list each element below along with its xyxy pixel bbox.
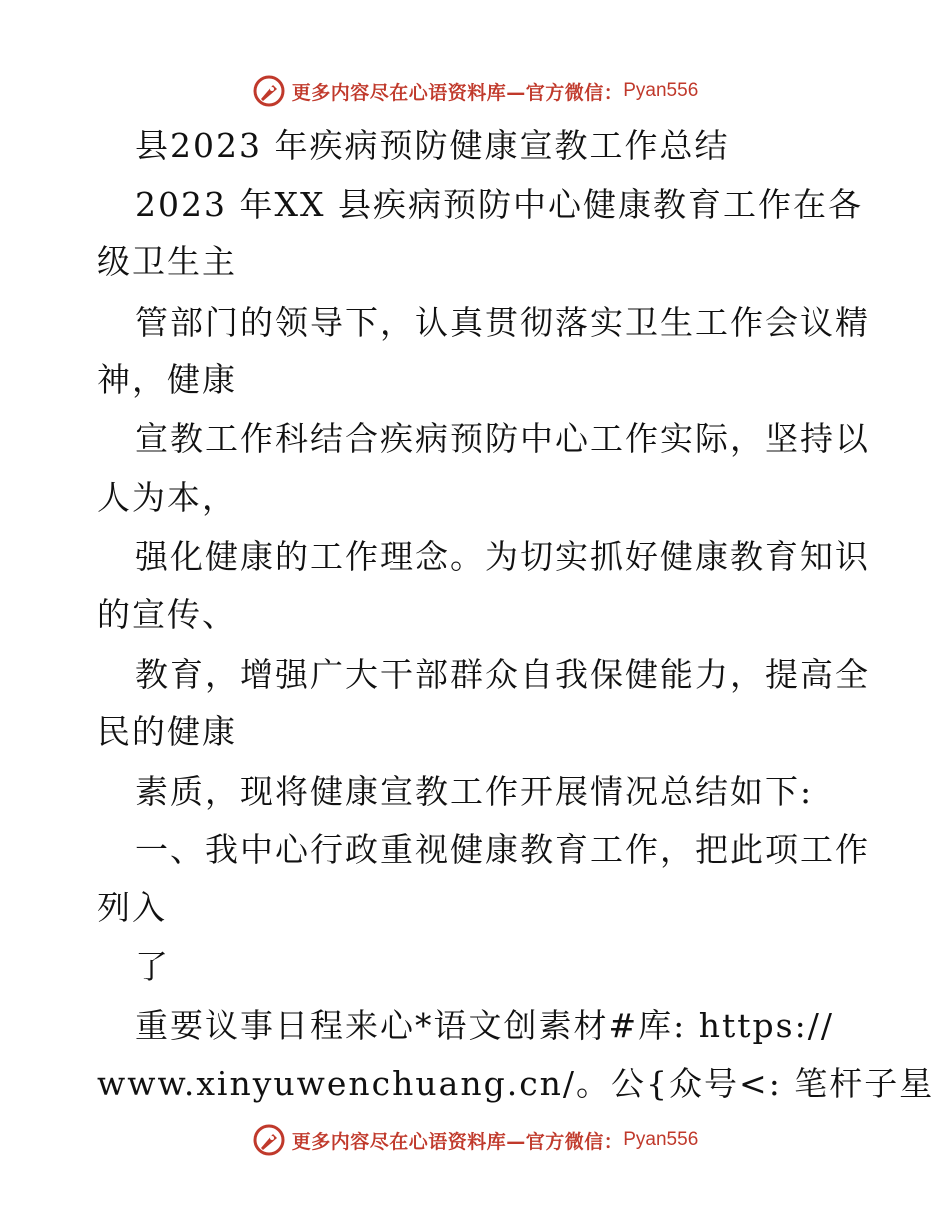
paragraph-line: 民的健康 [97,712,237,751]
paragraph-line: 列入 [97,888,167,927]
paragraph-line: 了 [135,947,170,986]
pen-nib-circle-icon [252,74,286,108]
paragraph-line: 教育，增强广大干部群众自我保健能力，提高全 [135,655,870,694]
footer-watermark-banner [0,1120,950,1160]
paragraph-line: 2023 年XX 县疾病预防中心健康教育工作在各 [135,185,863,224]
paragraph-line: 级卫生主 [97,242,237,281]
pen-nib-circle-icon [252,1123,286,1157]
paragraph-line: 神，健康 [97,360,237,399]
paragraph-line: 素质，现将健康宣教工作开展情况总结如下: [135,772,814,811]
header-watermark-banner [0,71,950,111]
banner-contact: Pyan556 [623,1129,699,1150]
paragraph-line: 重要议事日程来心*语文创素材#库: https:// [135,1006,834,1045]
paragraph-line: 宣教工作科结合疾病预防中心工作实际，坚持以 [135,419,870,458]
banner-contact: Pyan556 [623,80,699,101]
paragraph-line: 管部门的领导下，认真贯彻落实卫生工作会议精 [135,303,870,342]
paragraph-line: 的宣传、 [97,595,237,634]
banner-text: 更多内容尽在心语资料库—官方微信： [291,81,624,104]
paragraph-line: 强化健康的工作理念。为切实抓好健康教育知识 [135,537,870,576]
document-title: 县2023 年疾病预防健康宣教工作总结 [135,126,730,165]
paragraph-line: www.xinyuwenchuang.cn/。公{众号<: 笔杆子星 [97,1064,935,1103]
paragraph-line: 人为本， [97,478,237,517]
banner-text: 更多内容尽在心语资料库—官方微信： [291,1130,624,1153]
paragraph-line: 一、我中心行政重视健康教育工作，把此项工作 [135,830,870,869]
